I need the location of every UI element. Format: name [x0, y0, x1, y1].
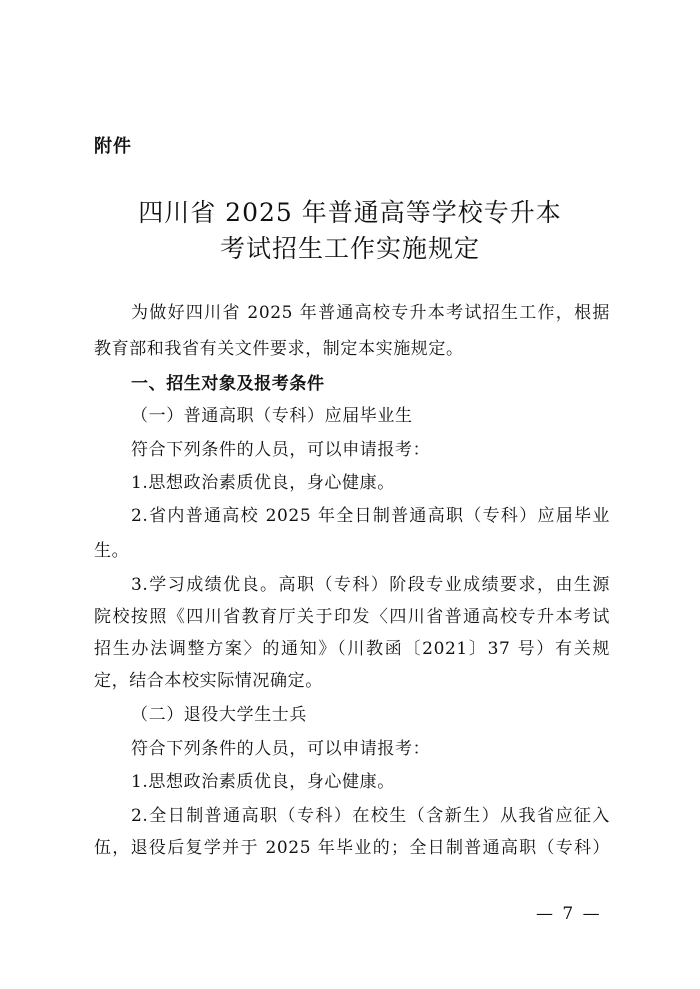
list-item-continuation: 招生办法调整方案〉的通知》（川教函〔2021〕37 号）有关规	[94, 639, 610, 659]
intro-paragraph-line: 为做好四川省 2025 年普通高校专升本考试招生工作，根据	[131, 303, 610, 323]
list-item: 1.思想政治素质优良，身心健康。	[131, 772, 395, 792]
document-title-line-1: 四川省 2025 年普通高等学校专升本	[138, 198, 562, 227]
page-number: — 7 —	[536, 904, 602, 924]
list-item-continuation: 生。	[94, 541, 130, 561]
document-title-line-2: 考试招生工作实施规定	[219, 234, 480, 263]
list-item: 1.思想政治素质优良，身心健康。	[131, 473, 395, 493]
subsection-heading: （一）普通高职（专科）应届毕业生	[131, 406, 413, 426]
list-item-continuation: 伍，退役后复学并于 2025 年毕业的；全日制普通高职（专科）	[94, 838, 610, 858]
attachment-label: 附件	[94, 136, 132, 157]
list-item: 2.省内普通高校 2025 年全日制普通高职（专科）应届毕业	[131, 506, 610, 526]
list-item-continuation: 定，结合本校实际情况确定。	[94, 671, 323, 691]
list-item: 2.全日制普通高职（专科）在校生（含新生）从我省应征入	[131, 806, 610, 826]
paragraph-line: 符合下列条件的人员，可以申请报考：	[131, 739, 431, 759]
subsection-heading: （二）退役大学生士兵	[131, 705, 307, 725]
list-item: 3.学习成绩优良。高职（专科）阶段专业成绩要求，由生源	[131, 575, 610, 595]
paragraph-line: 符合下列条件的人员，可以申请报考：	[131, 440, 431, 460]
intro-paragraph-line: 教育部和我省有关文件要求，制定本实施规定。	[94, 339, 464, 359]
section-heading: 一、招生对象及报考条件	[131, 374, 325, 394]
list-item-continuation: 院校按照《四川省教育厅关于印发〈四川省普通高校专升本考试	[94, 607, 610, 627]
